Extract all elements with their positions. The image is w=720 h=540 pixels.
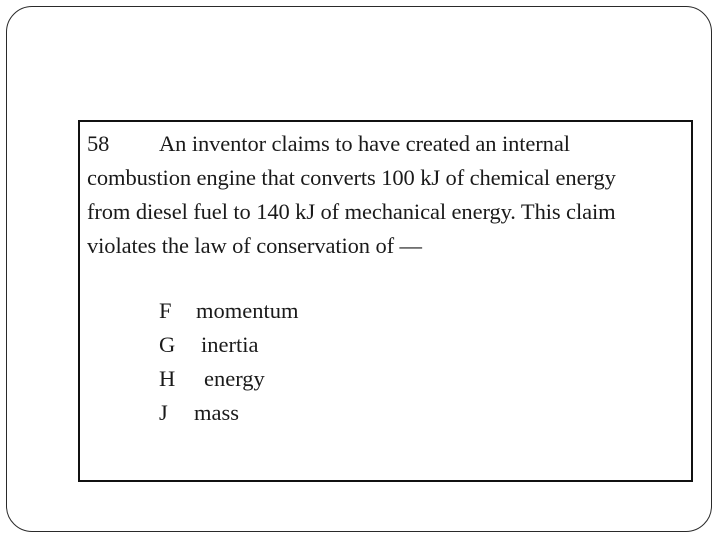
question-line-4: violates the law of conservation of — — [87, 233, 422, 258]
choice-h[interactable] — [159, 362, 299, 396]
choice-j[interactable] — [159, 396, 299, 430]
choice-letter: H — [159, 366, 176, 391]
question-line-1-text: An inventor claims to have created an internal — [159, 131, 570, 156]
question-box — [78, 120, 693, 482]
choice-text: energy — [204, 366, 265, 391]
question-line-3: from diesel fuel to 140 kJ of mechanical energy. This claim — [87, 199, 616, 224]
choice-letter: J — [159, 400, 168, 425]
choice-text: mass — [194, 400, 239, 425]
choice-text: inertia — [201, 332, 259, 357]
answer-choices — [159, 294, 299, 430]
choice-text: momentum — [196, 298, 299, 323]
question-number: 58 — [87, 131, 110, 156]
slide-frame — [6, 6, 712, 532]
question-line-2: combustion engine that converts 100 kJ of chemical energy — [87, 165, 616, 190]
choice-g[interactable] — [159, 328, 299, 362]
choice-f[interactable] — [159, 294, 299, 328]
question-text — [87, 127, 687, 263]
question-line-1 — [87, 127, 687, 161]
choice-letter: F — [159, 298, 172, 323]
choice-letter: G — [159, 332, 176, 357]
